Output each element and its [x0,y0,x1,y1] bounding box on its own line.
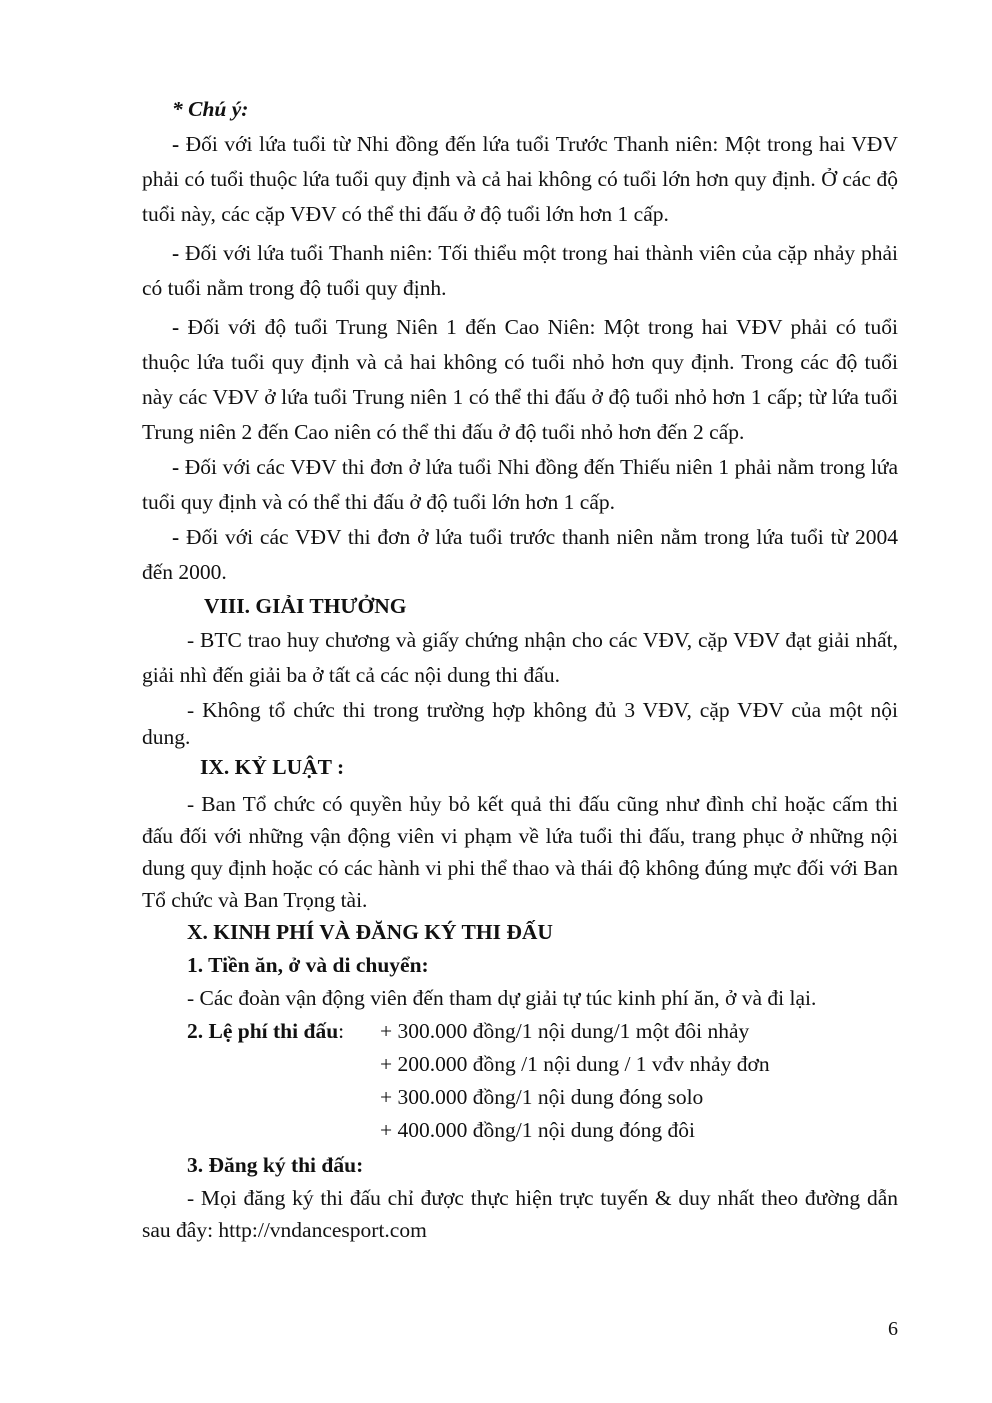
section-10-sub-3-title: 3. Đăng ký thi đấu: [187,1153,364,1177]
note-item-1: - Đối với lứa tuổi từ Nhi đồng đến lứa tuổi Trước Thanh niên: Một trong hai VĐV phải có tuổi thuộc lứa tuổi quy định và cả hai không có tuổi lớn hơn quy định. Ở các độ tuổi này, các cặp VĐV có thể thi đấu ở độ tuổi lớn hơn 1 cấp. [142,132,898,226]
note-title: * Chú ý: [172,97,249,121]
fee-item: + 300.000 đồng/1 nội dung đóng solo [380,1085,704,1109]
document-page [142,92,898,1246]
note-item-3: - Đối với độ tuổi Trung Niên 1 đến Cao Niên: Một trong hai VĐV phải có tuổi thuộc lứa tuổi quy định và cả hai không có tuổi nhỏ hơn quy định. Trong các độ tuổi này các VĐV ở lứa tuổi Trung niên 1 có thể thi đấu ở độ tuổi nhỏ hơn 1 cấp; từ lứa tuổi Trung niên 2 đến Cao niên có thể thi đấu ở độ tuổi nhỏ hơn đến 2 cấp. [142,315,898,444]
page-number: 6 [888,1318,898,1340]
section-10-title: X. KINH PHÍ VÀ ĐĂNG KÝ THI ĐẤU [187,920,553,944]
note-item-2: - Đối với lứa tuổi Thanh niên: Tối thiểu một trong hai thành viên của cặp nhảy phải có tuổi nằm trong độ tuổi quy định. [142,241,898,300]
section-9-paragraph: - Ban Tổ chức có quyền hủy bỏ kết quả thi đấu cũng như đình chỉ hoặc cấm thi đấu đối với những vận động viên vi phạm về lứa tuổi thi đấu, trang phục ở những nội dung quy định hoặc có các hành vi phi thể thao và thái độ không đúng mực đối với Ban Tổ chức và Ban Trọng tài. [142,792,898,912]
section-10-sub-1-title: 1. Tiền ăn, ở và di chuyển: [187,953,429,977]
fee-item: + 300.000 đồng/1 nội dung/1 một đôi nhảy [380,1019,750,1043]
section-10-sub-3-text: - Mọi đăng ký thi đấu chỉ được thực hiện trực tuyến & duy nhất theo đường dẫn sau đây: http://vndancesport.com [142,1186,898,1242]
section-8-title: VIII. GIẢI THƯỞNG [204,594,407,618]
section-9-title: IX. KỶ LUẬT : [200,755,345,779]
fee-label: 2. Lệ phí thi đấu: [187,1019,345,1043]
section-8-paragraph-2: - Không tổ chức thi trong trường hợp không đủ 3 VĐV, cặp VĐV của một nội dung. [142,698,898,749]
fee-item: + 400.000 đồng/1 nội dung đóng đôi [380,1118,695,1142]
fee-list [380,1015,770,1147]
note-item-5: - Đối với các VĐV thi đơn ở lứa tuổi trước thanh niên nằm trong lứa tuổi từ 2004 đến 2000. [142,525,898,584]
section-8-paragraph-1: - BTC trao huy chương và giấy chứng nhận cho các VĐV, cặp VĐV đạt giải nhất, giải nhì đến giải ba ở tất cả các nội dung thi đấu. [142,628,898,687]
fee-item: + 200.000 đồng /1 nội dung / 1 vđv nhảy đơn [380,1052,770,1076]
note-item-4: - Đối với các VĐV thi đơn ở lứa tuổi Nhi đồng đến Thiếu niên 1 phải nằm trong lứa tuổi quy định và có thể thi đấu ở độ tuổi lớn hơn 1 cấp. [142,455,898,514]
section-10-sub-1-text: - Các đoàn vận động viên đến tham dự giải tự túc kinh phí ăn, ở và đi lại. [187,986,817,1010]
fee-block [142,1015,898,1147]
